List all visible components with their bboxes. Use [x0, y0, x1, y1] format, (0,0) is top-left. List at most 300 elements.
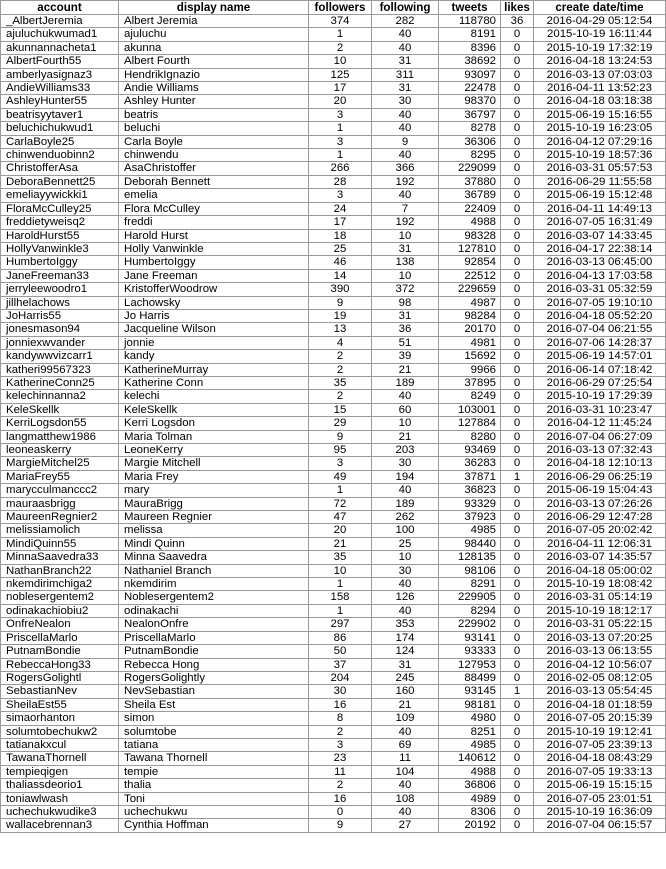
display-name-cell: Holly Vanwinkle [119, 242, 309, 255]
following-cell: 40 [372, 122, 439, 135]
create-date-cell: 2015-10-19 17:29:39 [534, 390, 666, 403]
following-cell: 124 [372, 645, 439, 658]
display-name-cell: kandy [119, 350, 309, 363]
table-row [1, 269, 666, 282]
following-cell: 25 [372, 537, 439, 550]
table-row [1, 511, 666, 524]
table-row [1, 537, 666, 550]
table-row [1, 792, 666, 805]
table-row [1, 604, 666, 617]
likes-cell: 0 [501, 819, 534, 832]
followers-cell: 50 [309, 645, 372, 658]
create-date-cell: 2016-03-13 07:32:43 [534, 444, 666, 457]
followers-cell: 15 [309, 403, 372, 416]
tweets-cell: 15692 [439, 350, 501, 363]
followers-cell: 24 [309, 202, 372, 215]
create-date-cell: 2016-03-31 05:32:59 [534, 283, 666, 296]
tweets-cell: 8278 [439, 122, 501, 135]
tweets-cell: 36806 [439, 779, 501, 792]
table-row [1, 819, 666, 832]
tweets-cell: 8191 [439, 28, 501, 41]
table-row [1, 497, 666, 510]
create-date-cell: 2016-03-13 07:26:26 [534, 497, 666, 510]
following-cell: 9 [372, 135, 439, 148]
likes-cell: 0 [501, 149, 534, 162]
followers-cell: 16 [309, 792, 372, 805]
tweets-cell: 229099 [439, 162, 501, 175]
account-cell: langmatthew1986 [1, 430, 119, 443]
followers-cell: 11 [309, 765, 372, 778]
display-name-cell: Rebecca Hong [119, 658, 309, 671]
display-name-cell: MauraBrigg [119, 497, 309, 510]
create-date-cell: 2016-04-13 17:03:58 [534, 269, 666, 282]
followers-cell: 2 [309, 725, 372, 738]
create-date-cell: 2015-06-19 14:57:01 [534, 350, 666, 363]
tweets-cell: 37923 [439, 511, 501, 524]
table-row [1, 484, 666, 497]
create-date-cell: 2016-04-11 13:52:23 [534, 82, 666, 95]
followers-cell: 21 [309, 537, 372, 550]
account-cell: CarlaBoyle25 [1, 135, 119, 148]
followers-cell: 9 [309, 296, 372, 309]
followers-cell: 2 [309, 390, 372, 403]
account-cell: MargieMitchel25 [1, 457, 119, 470]
following-cell: 40 [372, 725, 439, 738]
account-cell: emeliayywickki1 [1, 189, 119, 202]
following-cell: 138 [372, 256, 439, 269]
likes-cell: 0 [501, 242, 534, 255]
tweets-cell: 229659 [439, 283, 501, 296]
create-date-cell: 2016-07-05 23:39:13 [534, 738, 666, 751]
likes-cell: 0 [501, 765, 534, 778]
table-row [1, 162, 666, 175]
create-date-cell: 2016-04-18 03:18:38 [534, 95, 666, 108]
table-row [1, 779, 666, 792]
display-name-cell: Katherine Conn [119, 376, 309, 389]
table-row [1, 68, 666, 81]
create-date-cell: 2016-03-13 07:03:03 [534, 68, 666, 81]
following-cell: 31 [372, 82, 439, 95]
display-name-cell: AsaChristoffer [119, 162, 309, 175]
tweets-cell: 127953 [439, 658, 501, 671]
followers-cell: 20 [309, 524, 372, 537]
account-cell: HaroldHurst55 [1, 229, 119, 242]
column-header-followers: followers [309, 1, 372, 15]
account-cell: solumtobechukw2 [1, 725, 119, 738]
following-cell: 40 [372, 108, 439, 121]
display-name-cell: solumtobe [119, 725, 309, 738]
following-cell: 262 [372, 511, 439, 524]
display-name-cell: Carla Boyle [119, 135, 309, 148]
display-name-cell: nkemdirim [119, 578, 309, 591]
likes-cell: 1 [501, 470, 534, 483]
tweets-cell: 92854 [439, 256, 501, 269]
display-name-cell: ajuluchu [119, 28, 309, 41]
tweets-cell: 93097 [439, 68, 501, 81]
create-date-cell: 2015-10-19 18:12:17 [534, 604, 666, 617]
followers-cell: 20 [309, 95, 372, 108]
display-name-cell: beluchi [119, 122, 309, 135]
account-cell: ChristofferAsa [1, 162, 119, 175]
following-cell: 21 [372, 698, 439, 711]
account-cell: PriscellaMarlo [1, 631, 119, 644]
display-name-cell: Maria Tolman [119, 430, 309, 443]
display-name-cell: Cynthia Hoffman [119, 819, 309, 832]
tweets-cell: 8291 [439, 578, 501, 591]
likes-cell: 0 [501, 350, 534, 363]
table-row [1, 95, 666, 108]
account-cell: SebastianNev [1, 685, 119, 698]
create-date-cell: 2016-07-05 16:31:49 [534, 216, 666, 229]
table-row [1, 350, 666, 363]
create-date-cell: 2016-04-11 12:06:31 [534, 537, 666, 550]
following-cell: 31 [372, 309, 439, 322]
likes-cell: 0 [501, 95, 534, 108]
create-date-cell: 2016-03-13 06:45:00 [534, 256, 666, 269]
create-date-cell: 2016-06-29 11:55:58 [534, 175, 666, 188]
likes-cell: 0 [501, 28, 534, 41]
display-name-cell: PutnamBondie [119, 645, 309, 658]
account-cell: jonesmason94 [1, 323, 119, 336]
likes-cell: 0 [501, 511, 534, 524]
tweets-cell: 93141 [439, 631, 501, 644]
create-date-cell: 2016-03-13 05:54:45 [534, 685, 666, 698]
display-name-cell: thalia [119, 779, 309, 792]
likes-cell: 0 [501, 162, 534, 175]
following-cell: 40 [372, 604, 439, 617]
table-row [1, 122, 666, 135]
create-date-cell: 2016-03-07 14:35:57 [534, 551, 666, 564]
following-cell: 31 [372, 242, 439, 255]
followers-cell: 47 [309, 511, 372, 524]
account-cell: FloraMcCulley25 [1, 202, 119, 215]
table-row [1, 108, 666, 121]
account-cell: SheilaEst55 [1, 698, 119, 711]
following-cell: 31 [372, 658, 439, 671]
table-row [1, 417, 666, 430]
tweets-cell: 98370 [439, 95, 501, 108]
account-cell: wallacebrennan3 [1, 819, 119, 832]
account-cell: HollyVanwinkle3 [1, 242, 119, 255]
following-cell: 189 [372, 497, 439, 510]
following-cell: 11 [372, 752, 439, 765]
tweets-cell: 8306 [439, 805, 501, 818]
table-row [1, 15, 666, 28]
create-date-cell: 2016-07-04 06:21:55 [534, 323, 666, 336]
tweets-cell: 8280 [439, 430, 501, 443]
account-cell: NathanBranch22 [1, 564, 119, 577]
table-row [1, 175, 666, 188]
create-date-cell: 2016-03-31 05:22:15 [534, 618, 666, 631]
likes-cell: 0 [501, 417, 534, 430]
likes-cell: 0 [501, 752, 534, 765]
tweets-cell: 20192 [439, 819, 501, 832]
likes-cell: 0 [501, 618, 534, 631]
likes-cell: 0 [501, 645, 534, 658]
account-cell: toniawlwash [1, 792, 119, 805]
table-row [1, 256, 666, 269]
following-cell: 40 [372, 805, 439, 818]
following-cell: 10 [372, 229, 439, 242]
tweets-cell: 9966 [439, 363, 501, 376]
likes-cell: 0 [501, 82, 534, 95]
followers-cell: 9 [309, 819, 372, 832]
display-name-cell: KristofferWoodrow [119, 283, 309, 296]
table-row [1, 403, 666, 416]
following-cell: 245 [372, 671, 439, 684]
tweets-cell: 127810 [439, 242, 501, 255]
display-name-cell: Albert Fourth [119, 55, 309, 68]
account-cell: amberlyasignaz3 [1, 68, 119, 81]
table-row [1, 698, 666, 711]
display-name-cell: Harold Hurst [119, 229, 309, 242]
create-date-cell: 2016-04-12 10:56:07 [534, 658, 666, 671]
table-row [1, 712, 666, 725]
account-cell: KeleSkellk [1, 403, 119, 416]
likes-cell: 0 [501, 671, 534, 684]
followers-cell: 8 [309, 712, 372, 725]
display-name-cell: tatiana [119, 738, 309, 751]
create-date-cell: 2016-07-06 14:28:37 [534, 336, 666, 349]
table-row [1, 457, 666, 470]
following-cell: 98 [372, 296, 439, 309]
following-cell: 40 [372, 578, 439, 591]
table-row [1, 82, 666, 95]
likes-cell: 0 [501, 376, 534, 389]
likes-cell: 0 [501, 792, 534, 805]
display-name-cell: freddi [119, 216, 309, 229]
table-row [1, 631, 666, 644]
tweets-cell: 88499 [439, 671, 501, 684]
table-row [1, 551, 666, 564]
table-row [1, 363, 666, 376]
display-name-cell: Ashley Hunter [119, 95, 309, 108]
tweets-cell: 38692 [439, 55, 501, 68]
create-date-cell: 2016-07-05 19:10:10 [534, 296, 666, 309]
display-name-cell: Kerri Logsdon [119, 417, 309, 430]
table-row [1, 444, 666, 457]
account-cell: nkemdirimchiga2 [1, 578, 119, 591]
account-cell: AshleyHunter55 [1, 95, 119, 108]
following-cell: 30 [372, 95, 439, 108]
display-name-cell: uchechukwu [119, 805, 309, 818]
create-date-cell: 2016-07-05 19:33:13 [534, 765, 666, 778]
table-row [1, 242, 666, 255]
table-row [1, 618, 666, 631]
display-name-cell: Noblesergentem2 [119, 591, 309, 604]
likes-cell: 0 [501, 457, 534, 470]
likes-cell: 0 [501, 202, 534, 215]
tweets-cell: 8249 [439, 390, 501, 403]
create-date-cell: 2016-02-05 08:12:05 [534, 671, 666, 684]
following-cell: 27 [372, 819, 439, 832]
likes-cell: 0 [501, 578, 534, 591]
following-cell: 189 [372, 376, 439, 389]
header-row [1, 1, 666, 15]
likes-cell: 0 [501, 68, 534, 81]
create-date-cell: 2016-04-18 01:18:59 [534, 698, 666, 711]
create-date-cell: 2016-04-18 13:24:53 [534, 55, 666, 68]
likes-cell: 0 [501, 725, 534, 738]
likes-cell: 0 [501, 189, 534, 202]
following-cell: 203 [372, 444, 439, 457]
following-cell: 40 [372, 189, 439, 202]
following-cell: 51 [372, 336, 439, 349]
table-row [1, 336, 666, 349]
column-header-tweets: tweets [439, 1, 501, 15]
likes-cell: 0 [501, 524, 534, 537]
tweets-cell: 93329 [439, 497, 501, 510]
display-name-cell: Lachowsky [119, 296, 309, 309]
tweets-cell: 98284 [439, 309, 501, 322]
followers-cell: 30 [309, 685, 372, 698]
display-name-cell: jonnie [119, 336, 309, 349]
following-cell: 104 [372, 765, 439, 778]
tweets-cell: 22409 [439, 202, 501, 215]
display-name-cell: melissa [119, 524, 309, 537]
following-cell: 108 [372, 792, 439, 805]
following-cell: 192 [372, 175, 439, 188]
create-date-cell: 2016-04-17 22:38:14 [534, 242, 666, 255]
account-cell: MindiQuinn55 [1, 537, 119, 550]
account-cell: uchechukwudike3 [1, 805, 119, 818]
following-cell: 126 [372, 591, 439, 604]
tweets-cell: 22478 [439, 82, 501, 95]
likes-cell: 0 [501, 658, 534, 671]
display-name-cell: KatherineMurray [119, 363, 309, 376]
tweets-cell: 140612 [439, 752, 501, 765]
column-header-create-date: create date/time [534, 1, 666, 15]
followers-cell: 204 [309, 671, 372, 684]
following-cell: 10 [372, 269, 439, 282]
table-row [1, 685, 666, 698]
display-name-cell: Minna Saavedra [119, 551, 309, 564]
following-cell: 40 [372, 390, 439, 403]
display-name-cell: RogersGolightly [119, 671, 309, 684]
create-date-cell: 2016-07-04 06:15:57 [534, 819, 666, 832]
table-row [1, 189, 666, 202]
likes-cell: 0 [501, 336, 534, 349]
likes-cell: 0 [501, 484, 534, 497]
followers-cell: 35 [309, 376, 372, 389]
account-cell: MariaFrey55 [1, 470, 119, 483]
followers-cell: 16 [309, 698, 372, 711]
likes-cell: 0 [501, 122, 534, 135]
tweets-cell: 127884 [439, 417, 501, 430]
account-cell: melissiamolich [1, 524, 119, 537]
followers-cell: 72 [309, 497, 372, 510]
followers-cell: 266 [309, 162, 372, 175]
tweets-cell: 4988 [439, 765, 501, 778]
following-cell: 372 [372, 283, 439, 296]
column-header-following: following [372, 1, 439, 15]
table-row [1, 216, 666, 229]
account-cell: beluchichukwud1 [1, 122, 119, 135]
following-cell: 40 [372, 779, 439, 792]
following-cell: 40 [372, 484, 439, 497]
display-name-cell: Nathaniel Branch [119, 564, 309, 577]
tweets-cell: 93469 [439, 444, 501, 457]
following-cell: 282 [372, 15, 439, 28]
likes-cell: 0 [501, 55, 534, 68]
following-cell: 60 [372, 403, 439, 416]
display-name-cell: HendrikIgnazio [119, 68, 309, 81]
account-cell: tatianakxcul [1, 738, 119, 751]
account-cell: ajuluchukwumad1 [1, 28, 119, 41]
table-row [1, 805, 666, 818]
followers-cell: 49 [309, 470, 372, 483]
tweets-cell: 98328 [439, 229, 501, 242]
table-row [1, 564, 666, 577]
followers-cell: 95 [309, 444, 372, 457]
followers-cell: 3 [309, 108, 372, 121]
following-cell: 39 [372, 350, 439, 363]
account-cell: jerryleewoodro1 [1, 283, 119, 296]
table-row [1, 376, 666, 389]
create-date-cell: 2016-07-05 20:02:42 [534, 524, 666, 537]
followers-cell: 1 [309, 28, 372, 41]
followers-cell: 0 [309, 805, 372, 818]
account-cell: katheri99567323 [1, 363, 119, 376]
display-name-cell: Mindi Quinn [119, 537, 309, 550]
display-name-cell: emelia [119, 189, 309, 202]
tweets-cell: 98440 [439, 537, 501, 550]
account-cell: KatherineConn25 [1, 376, 119, 389]
likes-cell: 36 [501, 15, 534, 28]
display-name-cell: tempie [119, 765, 309, 778]
create-date-cell: 2016-06-29 06:25:19 [534, 470, 666, 483]
table-row [1, 671, 666, 684]
account-cell: thaliassdeorio1 [1, 779, 119, 792]
create-date-cell: 2015-06-19 15:04:43 [534, 484, 666, 497]
create-date-cell: 2016-04-18 05:52:20 [534, 309, 666, 322]
table-row [1, 149, 666, 162]
create-date-cell: 2015-06-19 15:15:15 [534, 779, 666, 792]
table-row [1, 725, 666, 738]
followers-cell: 158 [309, 591, 372, 604]
following-cell: 10 [372, 417, 439, 430]
table-row [1, 430, 666, 443]
tweets-cell: 229905 [439, 591, 501, 604]
likes-cell: 0 [501, 108, 534, 121]
display-name-cell: Jane Freeman [119, 269, 309, 282]
display-name-cell: NevSebastian [119, 685, 309, 698]
followers-cell: 2 [309, 350, 372, 363]
likes-cell: 0 [501, 779, 534, 792]
following-cell: 366 [372, 162, 439, 175]
following-cell: 109 [372, 712, 439, 725]
create-date-cell: 2016-03-07 14:33:45 [534, 229, 666, 242]
table-row [1, 202, 666, 215]
following-cell: 21 [372, 363, 439, 376]
create-date-cell: 2016-03-31 05:14:19 [534, 591, 666, 604]
create-date-cell: 2016-03-31 10:23:47 [534, 403, 666, 416]
tweets-cell: 36306 [439, 135, 501, 148]
create-date-cell: 2015-10-19 16:36:09 [534, 805, 666, 818]
display-name-cell: Maureen Regnier [119, 511, 309, 524]
following-cell: 30 [372, 564, 439, 577]
likes-cell: 0 [501, 604, 534, 617]
followers-cell: 46 [309, 256, 372, 269]
following-cell: 311 [372, 68, 439, 81]
likes-cell: 0 [501, 363, 534, 376]
followers-cell: 37 [309, 658, 372, 671]
followers-cell: 1 [309, 578, 372, 591]
tweets-cell: 118780 [439, 15, 501, 28]
create-date-cell: 2015-10-19 16:23:05 [534, 122, 666, 135]
followers-cell: 3 [309, 135, 372, 148]
followers-cell: 3 [309, 738, 372, 751]
